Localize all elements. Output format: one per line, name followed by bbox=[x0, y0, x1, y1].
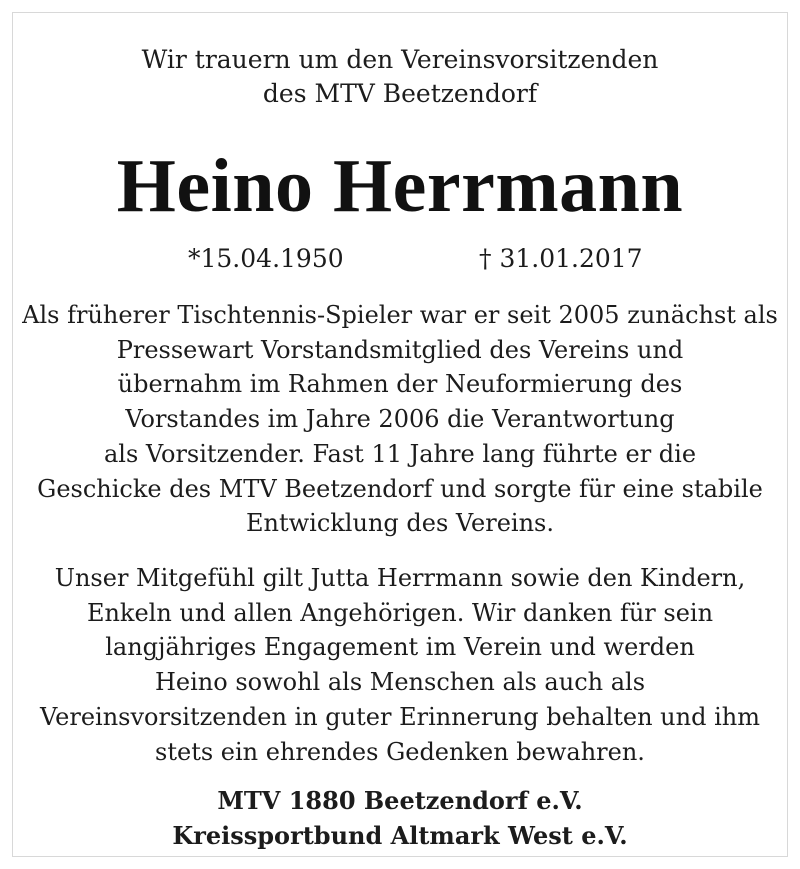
deceased-name: Heino Herrmann bbox=[116, 144, 684, 228]
paragraph-line: Als früherer Tischtennis-Spieler war er seit 2005 zunächst als bbox=[22, 301, 778, 329]
death-date: † 31.01.2017 bbox=[479, 244, 643, 273]
paragraph-line: Enkeln und allen Angehörigen. Wir danken für sein bbox=[86, 598, 714, 627]
condolence-paragraph bbox=[13, 561, 787, 769]
paragraph-line: Geschicke des MTV Beetzendorf und sorgte für eine stabile bbox=[37, 474, 763, 503]
paragraph-line: Pressewart Vorstandsmitglied des Vereins und bbox=[116, 335, 684, 364]
paragraph-line: Unser Mitgefühl gilt Jutta Herrmann sowie den Kindern, bbox=[54, 564, 746, 592]
tribute-paragraph bbox=[13, 298, 787, 541]
paragraph-line: Heino sowohl als Menschen als auch als bbox=[154, 668, 646, 697]
paragraph-line: Vereinsvorsitzenden in guter Erinnerung behalten und ihm bbox=[40, 702, 760, 731]
paragraph-line: als Vorsitzender. Fast 11 Jahre lang führte er die bbox=[103, 439, 697, 468]
signature-club: MTV 1880 Beetzendorf e.V. bbox=[217, 786, 583, 815]
paragraph-line: Vorstandes im Jahre 2006 die Verantwortung bbox=[125, 405, 675, 434]
paragraph-line: Entwicklung des Vereins. bbox=[245, 509, 554, 538]
paragraph-line: übernahm im Rahmen der Neuformierung des bbox=[117, 370, 683, 399]
obituary-notice bbox=[12, 12, 788, 857]
paragraph-line: stets ein ehrendes Gedenken bewahren. bbox=[155, 737, 645, 766]
intro-line: des MTV Beetzendorf bbox=[262, 79, 538, 108]
intro-line: Wir trauern um den Vereinsvorsitzenden bbox=[141, 45, 659, 74]
paragraph-line: langjähriges Engagement im Verein und werden bbox=[105, 633, 695, 662]
signature-association: Kreissportbund Altmark West e.V. bbox=[172, 821, 628, 850]
birth-date: *15.04.1950 bbox=[188, 244, 344, 273]
